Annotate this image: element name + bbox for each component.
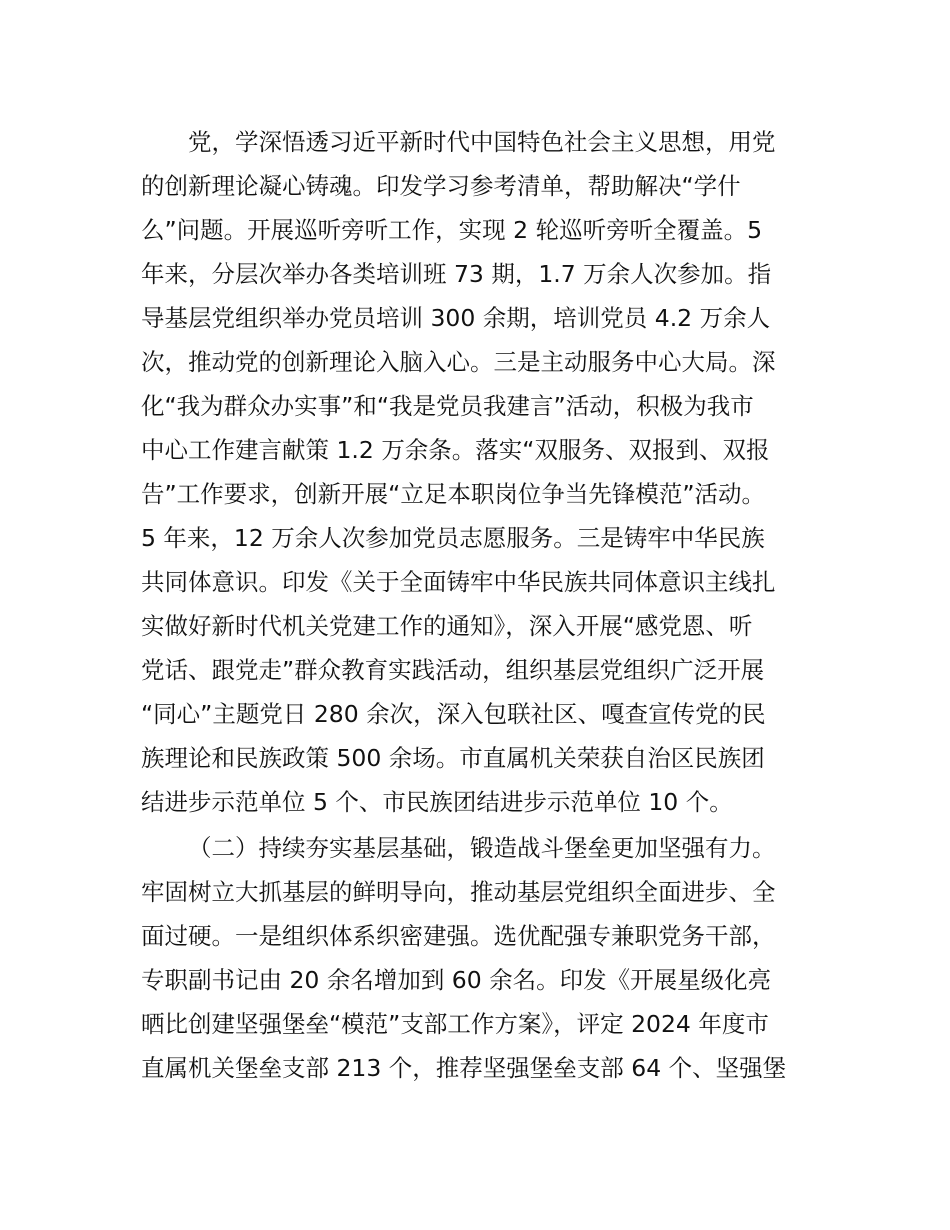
- text-line: 牢固树立大抓基层的鲜明导向，推动基层党组织全面进步、全: [141, 878, 776, 906]
- text-line: 共同体意识。印发《关于全面铸牢中华民族共同体意识主线扎: [141, 568, 776, 596]
- text-line: 导基层党组织举办党员培训 300 余期，培训党员 4.2 万余人: [141, 304, 771, 332]
- text-line: 中心工作建言献策 1.2 万余条。落实“双服务、双报到、双报: [141, 436, 770, 464]
- text-line: 的创新理论凝心铸魂。印发学习参考清单，帮助解决“学什: [141, 172, 741, 200]
- text-line: 次，推动党的创新理论入脑入心。三是主动服务中心大局。深: [141, 348, 776, 376]
- text-line: 实做好新时代机关党建工作的通知》，深入开展“感党恩、听: [141, 612, 753, 640]
- text-line: 化“我为群众办实事”和“我是党员我建言”活动，积极为我市: [141, 392, 754, 420]
- text-line: 党话、跟党走”群众教育实践活动，组织基层党组织广泛开展: [141, 656, 765, 684]
- text-line: 直属机关堡垒支部 213 个，推荐坚强堡垒支部 64 个、坚强堡: [141, 1054, 787, 1082]
- text-line: 党，学深悟透习近平新时代中国特色社会主义思想，用党: [188, 128, 776, 156]
- text-line: 年来，分层次举办各类培训班 73 期，1.7 万余人次参加。指: [141, 260, 772, 288]
- text-line: 面过硬。一是组织体系织密建强。选优配强专兼职党务干部，: [141, 922, 776, 950]
- text-line: 告”工作要求，创新开展“立足本职岗位争当先锋模范”活动。: [141, 480, 766, 508]
- text-line: 么”问题。开展巡听旁听工作，实现 2 轮巡听旁听全覆盖。5: [141, 216, 763, 244]
- text-line: 结进步示范单位 5 个、市民族团结进步示范单位 10 个。: [141, 788, 733, 816]
- text-line: 晒比创建坚强堡垒“模范”支部工作方案》，评定 2024 年度市: [141, 1010, 769, 1038]
- text-line: 族理论和民族政策 500 余场。市直属机关荣获自治区民族团: [141, 744, 765, 772]
- text-line: 5 年来，12 万余人次参加党员志愿服务。三是铸牢中华民族: [141, 524, 765, 552]
- section-heading-line: （二）持续夯实基层基础，锻造战斗堡垒更加坚强有力。: [188, 834, 776, 862]
- text-line: “同心”主题党日 280 余次，深入包联社区、嘎查宣传党的民: [141, 700, 766, 728]
- text-line: 专职副书记由 20 余名增加到 60 余名。印发《开展星级化亮: [141, 966, 772, 994]
